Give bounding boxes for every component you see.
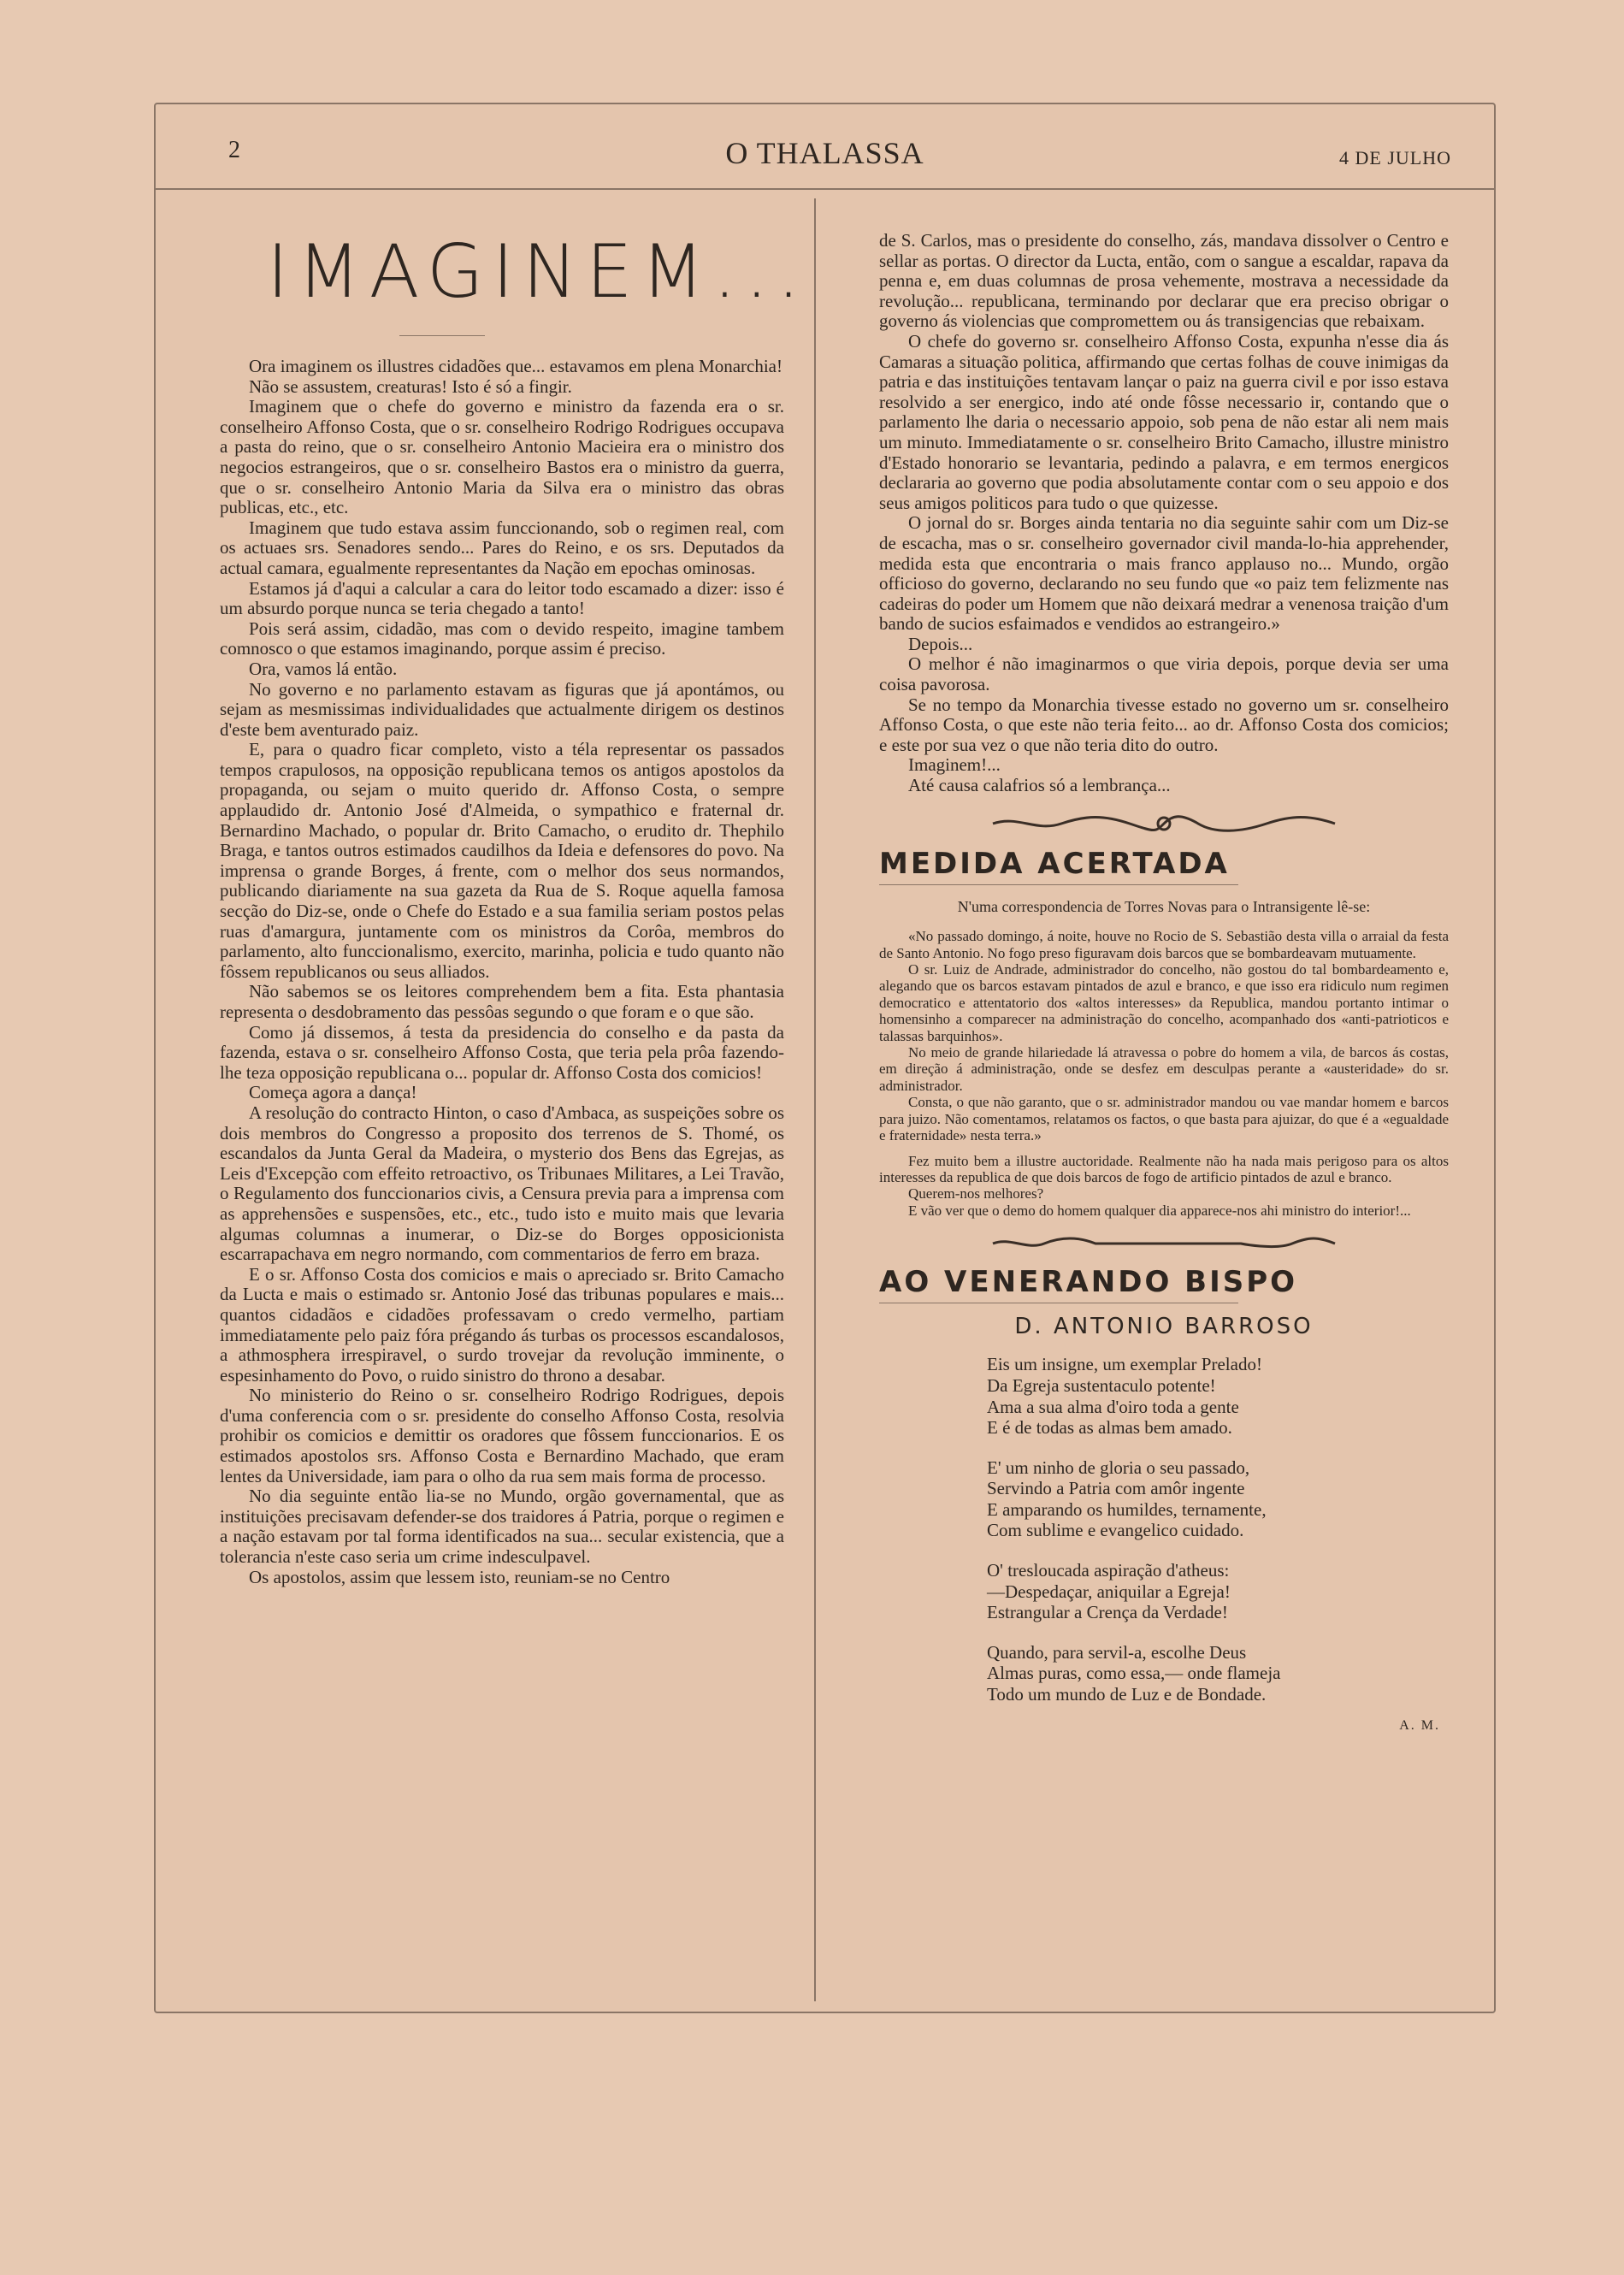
paragraph: de S. Carlos, mas o presidente do conselho, zás, mandava dissolver o Centro e sellar as portas. O director da Lucta, então, com o sangue a escaldar, rapava da penna e, em duas columnas de prosa vehemente, mostrava a necessidade da revolução... republicana, terminando por declarar que era preciso obrigar o governo ás violencias que compromettem ou ás transigencias que rebaixam. [879, 230, 1449, 332]
poem-line: Com sublime e evangelico cuidado. [987, 1520, 1244, 1541]
paragraph: Pois será assim, cidadão, mas com o devido respeito, imagine tambem comnosco o que estamos imaginando, porque assim é preciso. [220, 618, 784, 659]
paragraph: No ministerio do Reino o sr. conselheiro Rodrigo Rodrigues, depois d'uma conferencia com o sr. presidente do conselho Affonso Costa, resolvia prohibir os comicios e demittir os oradores que fôssem funccionarios. E os estimados apostolos srs. Affonso Costa e Bernardino Machado, que eram lentes da Universidade, iam para o olho da rua sem mais forma de processo. [220, 1385, 784, 1486]
poem-stanza [987, 1457, 1449, 1541]
paragraph: Não sabemos se os leitores comprehendem bem a fita. Esta phantasia representa o desdobramento das pessôas segundo o que foram e o que são. [220, 981, 784, 1022]
quote-paragraph: Consta, o que não garanto, que o sr. administrador mandou ou vae mandar homem e barcos para juizo. Não comentamos, relatamos os factos, o que basta para ajuizar, do que é a «egualdade e fraternidade» nesta terra.» [879, 1094, 1449, 1144]
issue-date: 4 DE JULHO [1339, 147, 1451, 168]
paragraph: O jornal do sr. Borges ainda tentaria no dia seguinte sahir com um Diz-se de escacha, mas o sr. conselheiro governador civil manda-lo-hia apprehender, medida esta que encontraria o mais franco applauso no... Mundo, orgão officioso do governo, declarando no seu fundo que «o paiz tem felizmente nas cadeiras do poder um Homem que não deixará medrar a venenosa traição d'um bando de sucios esfaimados e vendidos ao estrangeiro.» [879, 512, 1449, 635]
paragraph: Se no tempo da Monarchia tivesse estado no governo um sr. conselheiro Affonso Costa, o que este não teria feito... ao dr. Affonso Costa dos comicios; e este por sua vez o que não teria dito do outro. [879, 694, 1449, 755]
section-title: AO VENERANDO BISPO [879, 1264, 1298, 1299]
poem [987, 1354, 1449, 1705]
poem-line: E amparando os humildes, ternamente, [987, 1498, 1267, 1520]
section-title: MEDIDA ACERTADA [879, 847, 1230, 882]
page-header [156, 104, 1494, 190]
paragraph: Os apostolos, assim que lessem isto, reuniam-se no Centro [249, 1566, 670, 1587]
newspaper-page [154, 103, 1496, 2013]
paragraph: A resolução do contracto Hinton, o caso d'Ambaca, as suspeições sobre os dois membros do Congresso a proposito dos terrenos de S. Thomé, os escandalos da Junta Geral da Madeira, o mysterio dos Bens das Egrejas, as Leis d'Excepção com effeito retroactivo, os Tribunaes Militares, a Lei Travão, o Regulamento dos funccionarios civis, a Censura previa para a imprensa com as apprehensões e suspensões, etc., etc., tudo isto e muito mais que levaria algumas columnas a inumerar, o Diz-se do Borges opposicionista escarrapachava em negro normando, com commentarios de ferro em braza. [220, 1102, 784, 1265]
poem-line: Ama a sua alma d'oiro toda a gente [987, 1396, 1239, 1417]
lead-text: N'uma correspondencia de Torres Novas para o Intransigente lê-se: [957, 898, 1371, 916]
paragraph: E o sr. Affonso Costa dos comicios e mais o apreciado sr. Brito Camacho da Lucta e mais o estimado sr. Antonio José das tribunas populares e mais... quantos cidadãos e cidadões professavam o credo vermelho, partiam immediatamente pelo paiz fóra prégando ás turbas os processos escandalosos, a athmosphera irrespiravel, o surdo trovejar da revolução imminente, o espesinhamento do Povo, o ruido sinistro do throno a desabar. [220, 1263, 784, 1386]
poem-line: Quando, para servil-a, escolhe Deus [987, 1641, 1247, 1663]
flourish-divider [879, 1234, 1449, 1256]
section-rule [879, 884, 1238, 885]
paragraph: Depois... [908, 633, 973, 654]
paragraph: Estamos já d'aqui a calcular a cara do leitor todo escamado a dizer: isso é um absurdo porque nunca se teria chegado a tanto! [220, 577, 784, 619]
quote-paragraph: «No passado domingo, á noite, houve no Rocio de S. Sebastião desta villa o arraial da festa de Santo Antonio. No fogo preso figuravam dois barcos que se bombardeavam mutuamente. [879, 928, 1449, 961]
title-rule [399, 335, 485, 336]
paragraph: Imaginem que tudo estava assim funccionando, sob o regimen real, com os actuaes srs. Senadores sendo... Pares do Reino, e os srs. Deputados da actual camara, egualmente representantes da Nação em epochas ominosas. [220, 517, 784, 578]
quote-paragraph: No meio de grande hilariedade lá atravessa o pobre do homem a vila, de barcos ás costas, em direção á administração, onde se desfez em desculpas perante a «austeridade» do sr. administrador. [879, 1044, 1449, 1094]
poem-line: E' um ninho de gloria o seu passado, [987, 1457, 1250, 1478]
paragraph: Não se assustem, creaturas! Isto é só a fingir. [249, 375, 572, 397]
poem-subtitle: D. ANTONIO BARROSO [1014, 1313, 1314, 1339]
quote-paragraph: E vão ver que o demo do homem qualquer dia apparece-nos ahi ministro do interior!... [908, 1202, 1411, 1219]
poem-stanza [987, 1354, 1449, 1438]
paragraph: Começa agora a dança! [249, 1082, 417, 1103]
page-number: 2 [228, 137, 240, 163]
paragraph: Ora, vamos lá então. [249, 658, 398, 679]
poem-line: Da Egreja sustentaculo potente! [987, 1374, 1216, 1396]
poem-line: —Despedaçar, aniquilar a Egreja! [987, 1581, 1231, 1602]
quote-paragraph: Querem-nos melhores? [908, 1185, 1044, 1202]
poem-line: Eis um insigne, um exemplar Prelado! [987, 1354, 1262, 1375]
paragraph: E, para o quadro ficar completo, visto a téla representar os passados tempos crapulosos, na opposição republicana temos os antigos apostolos da propaganda, ou sejam o muito querido dr. Affonso Costa, o sempre applaudido dr. Antonio José d'Almeida, o sympathico e fraternal dr. Bernardino Machado, o popular dr. Brito Camacho, o erudito dr. Thephilo Braga, e tantos outros estimados caudilhos da Ideia e defensores do povo. Na imprensa o grande Borges, á frente, com o melhor dos seus normandos, publicando diariamente na sua gazeta da Rua de S. Roque aquella famosa secção do Diz-se, onde o Chefe do Estado e a sua familia seriam postos pelas ruas d'amargura, juntamente com os ministros da Corôa, membros do parlamento, alto funccionalismo, exercito, marinha, policia e tudo quanto não fôssem republicanos ou seus alliados. [220, 739, 784, 982]
quote-paragraph: Fez muito bem a illustre auctoridade. Realmente não ha nada mais perigoso para os altos interesses da republica de que dois barcos de fogo de artificio pintados de azul e branco. [879, 1152, 1449, 1185]
poem-stanza [987, 1560, 1449, 1623]
quote-block [879, 928, 1449, 1219]
poem-stanza [987, 1642, 1449, 1705]
right-column [879, 231, 1449, 1735]
poem-line: Almas puras, como essa,— onde flameja [987, 1663, 1281, 1684]
paragraph: O chefe do governo sr. conselheiro Affonso Costa, expunha n'esse dia ás Camaras a situação politica, affirmando que certas folhas de couve inimigas da patria e das instituições tentavam lançar o paiz na guerra civil e por isso estava resolvido a ser energico, indo até onde fôsse necessario ir, contando que o parlamento lhe daria o necessario appoio, sob pena de não estar ali nem mais um minuto. Immediatamente o sr. conselheiro Brito Camacho, illustre ministro d'Estado honorario se levantaria, pedindo a palavra, e em termos energicos declararia ao governo que podia absolutamente contar com o seu appoio e dos seus amigos politicos para tudo o que quizesse. [879, 330, 1449, 513]
paragraph: Como já dissemos, á testa da presidencia do conselho e da pasta da fazenda, estava o sr. conselheiro Affonso Costa, que teria pela prôa fazendo-lhe teza opposição republicana o... popular dr. Affonso Costa dos comicios! [220, 1021, 784, 1083]
paragraph: Ora imaginem os illustres cidadões que... estavamos em plena Monarchia! [249, 356, 782, 376]
paragraph: No dia seguinte então lia-se no Mundo, orgão governamental, que as instituições precisavam defender-se dos traidores á Patria, porque o regimen e a nação estavam por tal forma identificados na sua... secular existencia, que a tolerancia n'este caso seria um crime indesculpavel. [220, 1486, 784, 1568]
paragraph: Imaginem!... [908, 754, 1001, 776]
poem-line: Estrangular a Crença da Verdade! [987, 1602, 1228, 1623]
left-column [220, 229, 809, 1587]
column-divider [814, 198, 816, 2001]
paragraph: O melhor é não imaginarmos o que viria depois, porque devia ser uma coisa pavorosa. [879, 653, 1449, 695]
flourish-divider [879, 812, 1449, 839]
paragraph: No governo e no parlamento estavam as figuras que já apontámos, ou sejam as mesmissimas individualidades que actualmente dirigem os destinos d'este bem aventurado paiz. [220, 678, 784, 740]
masthead: O THALASSA [725, 136, 924, 170]
quote-paragraph: O sr. Luiz de Andrade, administrador do concelho, não gostou do tal bombardeamento e, alegando que os barcos estavam pintados de azul e branco, e que isso era ridiculo num regimen democratico e attentatorio dos «altos interesses» da Republica, mandou portanto intimar o homensinho a comparecer na administração do concelho, acompanhado dos «anti-patrioticos e talassas barquinhos». [879, 961, 1449, 1044]
article-title: IMAGINEM... [267, 229, 809, 315]
poem-line: Todo um mundo de Luz e de Bondade. [987, 1684, 1267, 1705]
paragraph: Imaginem que o chefe do governo e ministro da fazenda era o sr. conselheiro Affonso Costa, que o sr. conselheiro Rodrigo Rodrigues occupava a pasta do reino, que o sr. conselheiro Antonio Macieira era o ministro dos negocios estrangeiros, que o sr. conselheiro Bastos era o ministro da guerra, que o sr. conselheiro Antonio Maria da Silva era o ministro das obras publicas, etc., etc. [220, 396, 784, 518]
poem-line: O' tresloucada aspiração d'atheus: [987, 1560, 1230, 1581]
poem-line: Servindo a Patria com amôr ingente [987, 1478, 1245, 1499]
poem-line: E é de todas as almas bem amado. [987, 1417, 1232, 1439]
signature: A. M. [1399, 1717, 1440, 1733]
paragraph: Até causa calafrios só a lembrança... [908, 775, 1171, 796]
